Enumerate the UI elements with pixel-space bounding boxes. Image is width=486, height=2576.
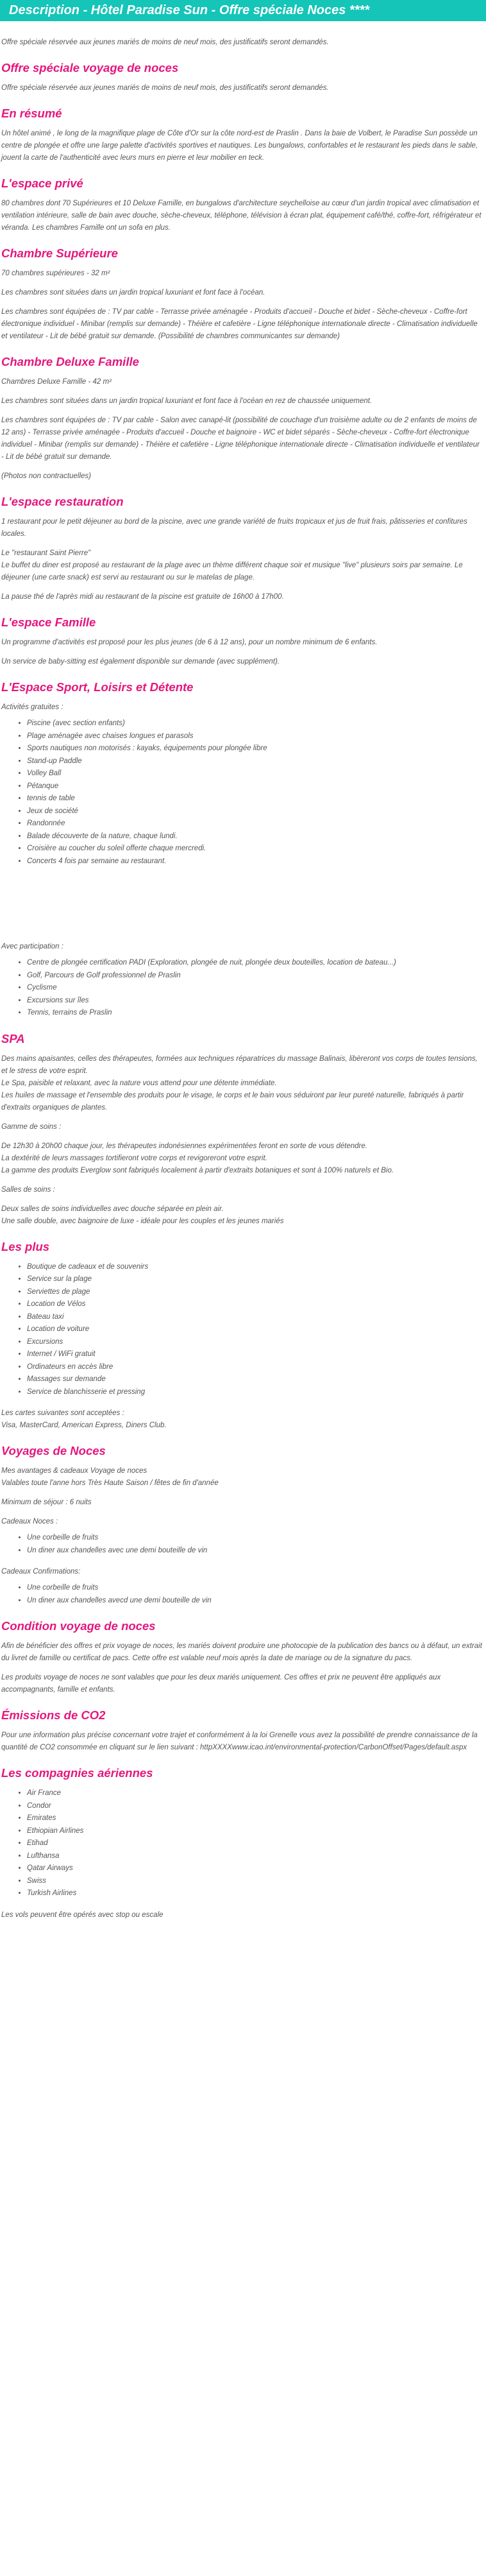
famille-heading: L'espace Famille	[1, 615, 96, 629]
voyages-confirm-label: Cadeaux Confirmations:	[1, 1568, 81, 1576]
list-item: • Une corbeille de fruits	[27, 1582, 482, 1595]
sport-paid-label: Avec participation :	[1, 943, 63, 950]
spacer	[1, 877, 482, 941]
superieure-size: 70 chambres supérieures - 32 m²	[1, 270, 110, 277]
list-item: • Excursions sur îles	[27, 995, 482, 1008]
list-item: • Lufthansa	[27, 1850, 482, 1863]
list-item: • tennis de table	[27, 793, 482, 805]
voyages-min-stay: Minimum de séjour : 6 nuits	[1, 1498, 92, 1506]
spa-intro	[1, 1053, 482, 1114]
sport-free-list	[1, 717, 482, 868]
list-item: • Massages sur demande	[27, 1373, 482, 1386]
plus-list	[1, 1261, 482, 1399]
co2-heading: Émissions de CO2	[1, 1708, 106, 1722]
list-item: • Jeux de société	[27, 805, 482, 818]
deluxe-heading: Chambre Deluxe Famille	[1, 355, 139, 368]
list-item: • Boutique de cadeaux et de souvenirs	[27, 1261, 482, 1274]
deluxe-location: Les chambres sont situées dans un jardin tropical luxuriant et font face à l'océan en rez de chaussée uniquement.	[1, 397, 373, 405]
famille-babysitting: Un service de baby-sitting est également disponible sur demande (avec supplément).	[1, 658, 280, 665]
voyages-cadeaux-label: Cadeaux Noces :	[1, 1518, 58, 1525]
list-item: • Qatar Airways	[27, 1862, 482, 1875]
list-item: • Ethiopian Airlines	[27, 1825, 482, 1838]
list-item: • Croisière au coucher du soleil offerte chaque mercredi.	[27, 843, 482, 855]
list-item: • Un diner aux chandelles avecd une demi bouteille de vin	[27, 1595, 482, 1608]
list-item: • Service de blanchisserie et pressing	[27, 1386, 482, 1399]
voyages-heading: Voyages de Noces	[1, 1444, 106, 1457]
spa-gamme-line: La gamme des produits Everglow sont fabriqués localement à partir d'extraits botaniques et sont à 100% naturels et Bio.	[1, 1166, 394, 1174]
spa-salles-label: Salles de soins :	[1, 1185, 55, 1194]
deluxe-equipment: Les chambres sont équipées de : TV par cable - Salon avec canapé-lit (possibilité de couchage d'un troisième adulte ou de 2 enfants de moins de 12 ans) - Terrasse privée aménagée - Produits d'accueil - Douche et baignoire - WC et bidet séparés - Sèche-cheveux - Coffre-fort électronique individuel - Minibar (remplis sur demande) - Théière et cafetière - Ligne téléphonique internationale directe - Climatisation individuelle et ventilateur - Lit de bébé gratuit sur demande.	[1, 416, 480, 461]
list-item: • Piscine (avec section enfants)	[27, 717, 482, 730]
list-item: • Balade découverte de la nature, chaque lundi.	[27, 830, 482, 843]
list-item: • Service sur la plage	[27, 1273, 482, 1286]
list-item: • Excursions	[27, 1336, 482, 1349]
spa-gamme	[1, 1140, 482, 1177]
list-item: • Pétanque	[27, 780, 482, 793]
condition-p2: Les produits voyage de noces ne sont valables que pour les deux mariés uniquement. Ces offres et prix ne peuvent être appliqués aux accompagnants, famille et enfants.	[1, 1674, 441, 1694]
spa-gamme-label: Gamme de soins :	[1, 1122, 62, 1131]
spa-gamme-line: De 12h30 à 20h00 chaque jour, les thérapeutes indonésiennes expérimentées feront en sorte de vous détendre.	[1, 1142, 367, 1150]
compagnies-footer: Les vols peuvent être opérés avec stop ou escale	[1, 1911, 163, 1919]
restauration-tea: La pause thé de l'après midi au restaurant de la piscine est gratuite de 16h00 à 17h00.	[1, 593, 284, 601]
main-content	[0, 37, 486, 1921]
list-item: • Bateau taxi	[27, 1311, 482, 1324]
list-item: • Concerts 4 fois par semaine au restaurant.	[27, 855, 482, 868]
spa-salles-line: Deux salles de soins individuelles avec douche séparée en plein air.	[1, 1205, 224, 1213]
spa-heading: SPA	[1, 1031, 25, 1045]
cards-label: Les cartes suivantes sont acceptées :	[1, 1409, 124, 1417]
resume-heading: En résumé	[1, 107, 62, 120]
list-item: • Turkish Airlines	[27, 1887, 482, 1900]
list-item: • Etihad	[27, 1837, 482, 1850]
superieure-equipment: Les chambres sont équipées de : TV par cable - Terrasse privée aménagée - Produits d'accueil - Douche et bidet - Sèche-cheveux - Coffre-fort électronique individuel - Minibar (remplis sur demande) - Théière et cafetière - Ligne téléphonique internationale directe - Climatisation individuelle et ventilateur - Lit de bébé gratuit sur demande. (Possibilité de chambres communicantes sur demande)	[1, 308, 478, 340]
list-item: • Stand-up Paddle	[27, 755, 482, 768]
superieure-heading: Chambre Supérieure	[1, 246, 118, 260]
sport-heading: L'Espace Sport, Loisirs et Détente	[1, 680, 194, 694]
restaurant-desc: Le buffet du diner est proposé au restaurant de la plage avec un thème différent chaque soir et musique "live" plusieurs soirs par semaine. Le déjeuner (une carte snack) est servi au restaurant ou sur le matelas de plage.	[1, 562, 463, 581]
list-item: • Cyclisme	[27, 982, 482, 995]
cards-list: Visa, MasterCard, American Express, Diners Club.	[1, 1421, 167, 1429]
restauration-dinner	[1, 547, 482, 584]
spa-intro-line: Le Spa, paisible et relaxant, avec la nature vous attend pour une détente immédiate.	[1, 1079, 277, 1087]
co2-text: Pour une information plus précise concernant votre trajet et conformément à la loi Grenelle vous avez la possibilité de prendre connaissance de la quantité de CO2 consommée en cliquant sur le lien suivant : httpXXXXwww.icao.int/environmental-protection/CarbonOffset/Pages/default.aspx	[1, 1731, 478, 1751]
sport-paid-list	[1, 957, 482, 1020]
spa-intro-line: Les huiles de massage et l'ensemble des produits pour le visage, le corps et le bain vous séduiront par leur pureté naturelle, fabriqués à partir d'extraits organiques de plantes.	[1, 1091, 464, 1112]
list-item: • Sports nautiques non motorisés : kayaks, équipements pour plongée libre	[27, 743, 482, 755]
plus-heading: Les plus	[1, 1239, 50, 1253]
spa-intro-line: Des mains apaisantes, celles des thérapeutes, formées aux techniques réparatrices du massage Balinais, libèreront vos corps de toutes tensions, et le stress de votre esprit.	[1, 1054, 478, 1075]
spa-gamme-line: La dextérité de leurs massages tortifieront votre corps et revigoreront votre esprit.	[1, 1154, 267, 1162]
list-item: • Golf, Parcours de Golf professionnel de Praslin	[27, 970, 482, 983]
plus-cards	[1, 1407, 482, 1432]
condition-heading: Condition voyage de noces	[1, 1619, 156, 1633]
resume-text: Un hôtel animé , le long de la magnifique plage de Côte d'Or sur la côte nord-est de Praslin . Dans la baie de Volbert, le Paradise Sun possède un centre de plongée et offre une large palette d'activités sportives et nautiques. Les bungalows, confortables et le restaurant les pieds dans le sable, jouent la carte de l'authenticité avec leurs murs en pierre et leur mobilier en teck.	[1, 130, 478, 162]
list-item: • Swiss	[27, 1875, 482, 1888]
voyages-confirm-list	[1, 1582, 482, 1607]
spa-salles-line: Une salle double, avec baignoire de luxe - idéale pour les couples et les jeunes mariés	[1, 1217, 284, 1225]
list-item: • Ordinateurs en accès libre	[27, 1361, 482, 1374]
list-item: • Volley Ball	[27, 768, 482, 780]
voyages-cadeaux-list	[1, 1532, 482, 1557]
famille-program: Un programme d'activités est proposé pour les plus jeunes (de 6 à 12 ans), pour un nombre minimum de 6 enfants.	[1, 639, 378, 646]
list-item: • Randonnée	[27, 818, 482, 830]
voyages-intro	[1, 1465, 482, 1490]
list-item: • Serviettes de plage	[27, 1286, 482, 1299]
list-item: • Location de Vélos	[27, 1298, 482, 1311]
intro-text: Offre spéciale réservée aux jeunes mariés de moins de neuf mois, des justificatifs seront demandés.	[1, 39, 329, 46]
list-item: • Un diner aux chandelles avec une demi bouteille de vin	[27, 1545, 482, 1558]
deluxe-size: Chambres Deluxe Famille - 42 m²	[1, 378, 112, 386]
sport-free-label: Activités gratuites :	[1, 703, 63, 711]
restaurant-name: Le "restaurant Saint Pierre"	[1, 549, 91, 557]
restauration-breakfast: 1 restaurant pour le petit déjeuner au bord de la piscine, avec une grande variété de fruits tropicaux et jus de fruit frais, pâtisseries et confitures locales.	[1, 518, 467, 538]
restauration-heading: L'espace restauration	[1, 495, 124, 508]
list-item: • Tennis, terrains de Praslin	[27, 1007, 482, 1020]
compagnies-heading: Les compagnies aériennes	[1, 1766, 153, 1780]
voyages-line: Mes avantages & cadeaux Voyage de noces	[1, 1467, 147, 1475]
condition-p1: Afin de bénéficier des offres et prix voyage de noces, les mariés doivent produire une photocopie de la publication des bancs ou à défaut, un extrait du livret de famille ou certificat de pacs. Cette offre est valable neuf mois après la date de mariage ou de la signature du pacs.	[1, 1642, 482, 1662]
list-item: • Internet / WiFi gratuit	[27, 1348, 482, 1361]
list-item: • Condor	[27, 1800, 482, 1813]
deluxe-photos-note: (Photos non contractuelles)	[1, 472, 91, 480]
prive-text: 80 chambres dont 70 Supérieures et 10 Deluxe Famille, en bungalows d'architecture seychelloise au cœur d'un jardin tropical avec climatisation et ventilation intérieure, salle de bain avec douche, sèche-cheveux, téléphone, télévision à écran plat, équipement café/thé, coffre-fort, réfrigérateur et véranda. Les chambres Famille ont un sofa en plus.	[1, 200, 482, 232]
list-item: • Plage aménagée avec chaises longues et parasols	[27, 730, 482, 743]
superieure-location: Les chambres sont situées dans un jardin tropical luxuriant et font face à l'océan.	[1, 289, 265, 296]
page-title: Description - Hôtel Paradise Sun - Offre spéciale Noces ****	[0, 0, 486, 21]
list-item: • Location de voiture	[27, 1323, 482, 1336]
list-item: • Emirates	[27, 1812, 482, 1825]
voyages-line: Valables toute l'anne hors Très Haute Saison / fêtes de fin d'année	[1, 1479, 219, 1487]
list-item: • Une corbeille de fruits	[27, 1532, 482, 1545]
list-item: • Centre de plongée certification PADI (Exploration, plongée de nuit, plongée deux bouteilles, location de bateau...)	[27, 957, 482, 970]
prive-heading: L'espace privé	[1, 176, 83, 190]
list-item: • Air France	[27, 1787, 482, 1800]
offre-text: Offre spéciale réservée aux jeunes mariés de moins de neuf mois, des justificatifs seront demandés.	[1, 84, 329, 92]
offre-heading: Offre spéciale voyage de noces	[1, 61, 179, 74]
spa-salles	[1, 1203, 482, 1228]
compagnies-list	[1, 1787, 482, 1900]
